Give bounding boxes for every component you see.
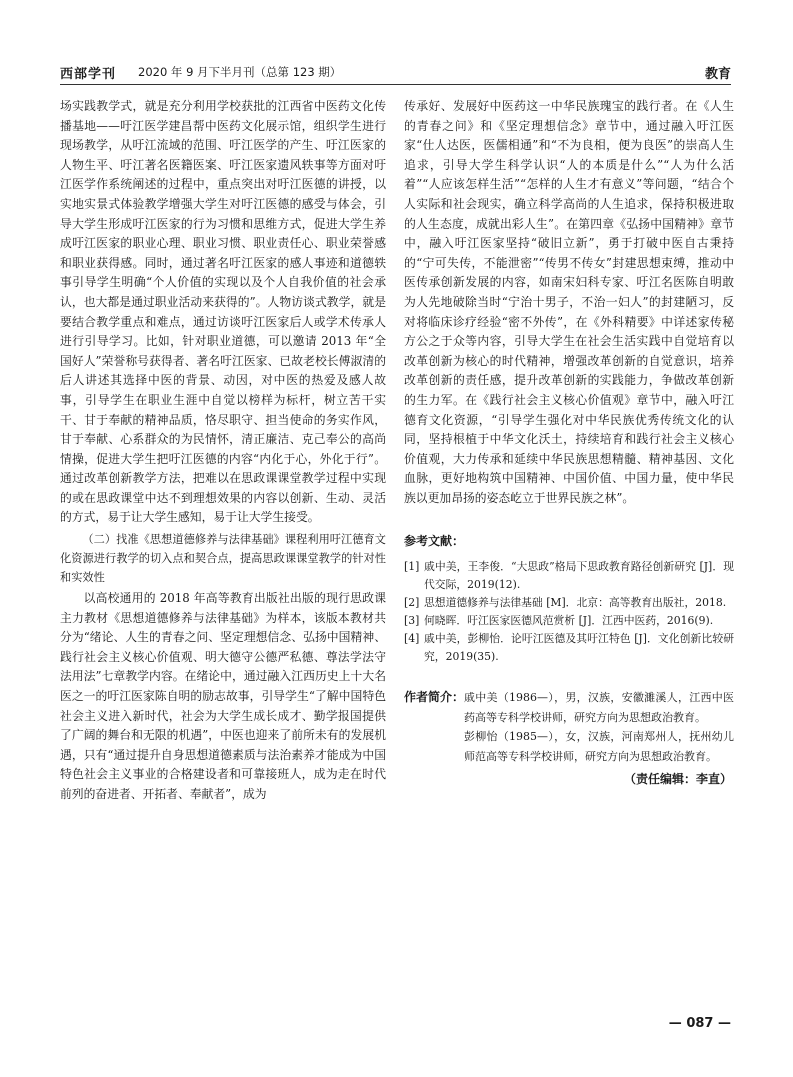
reference-number: [1] xyxy=(404,560,420,574)
reference-number: [4] xyxy=(404,632,420,646)
page-number: — 087 — xyxy=(668,1016,731,1031)
reference-text: 思想道德修养与法律基础 [M]．北京：高等教育出版社，2018. xyxy=(424,596,727,610)
reference-item xyxy=(404,612,734,630)
issue-info: 2020 年 9 月下半月刊（总第 123 期） xyxy=(138,65,342,79)
running-header xyxy=(60,60,731,82)
reference-item xyxy=(404,558,734,594)
reference-text: 戚中美，彭柳怡．论吁江医德及其吁江特色 [J]．文化创新比较研究，2019(35). xyxy=(424,632,734,664)
left-column xyxy=(60,97,386,805)
responsible-editor: （责任编辑：李直） xyxy=(623,772,732,787)
paragraph: 场实践教学式，就是充分利用学校获批的江西省中医药文化传播基地——吁江医学建昌帮中医药文化展示馆，组织学生进行现场教学，从吁江流域的范围、吁江医学的产生、吁江医家的人物生平、吁江著名医籍医案、吁江医家遗风轶事等方面对吁江医学作系统阐述的过程中，重点突出对吁江医德的讲授，以实地实景式体验教学增强大学生对吁江医德的感受与体会，引导大学生形成吁江医家的行为习惯和思维方式，促进大学生养成吁江医家的职业心理、职业习惯、职业责任心、职业荣誉感和职业获得感。同时，通过著名吁江医家的感人事迹和道德轶事引导学生明确“个人价值的实现以及个人自我价值的社会承认，也大都是通过职业活动来获得的”。人物访谈式教学，就是要结合教学重点和难点，通过访谈吁江医家后人或学术传承人进行引导学习。比如，针对职业道德，可以邀请 2013 年“全国好人”荣誉称号获得者、著名吁江医家、已故老校长傅淑清的后人讲述其选择中医的背景、动因，对中医的热爱及感人故事，引导学生在职业生涯中自觉以榜样为标杆，树立苦干实干、甘于奉献的精神品质，恪尽职守、担当使命的务实作风，甘于奉献、心系群众的为民情怀，清正廉洁、克己奉公的高尚情操，促进大学生把吁江医德的内容“内化于心，外化于行”。通过改革创新教学方法，把难以在思政课课堂教学过程中实现的或在思政课堂中达不到理想效果的内容以创新、生动、灵活的方式，易于让大学生感知，易于让大学生接受。 xyxy=(60,99,386,525)
author-info xyxy=(404,688,734,766)
reference-number: [3] xyxy=(404,614,420,628)
header-rule xyxy=(60,84,731,85)
author-bio: 戚中美（1986—），男，汉族，安徽濉溪人，江西中医药高等专科学校讲师，研究方向为思想政治教育。 xyxy=(464,691,734,724)
section-subheading: （二）找准《思想道德修养与法律基础》课程利用吁江德育文化资源进行教学的切入点和契合点，提高思政课课堂教学的针对性和实效性 xyxy=(60,533,386,585)
reference-item xyxy=(404,594,734,612)
author-bios xyxy=(464,688,734,766)
references-title: 参考文献： xyxy=(404,534,465,549)
section-label: 教育 xyxy=(704,67,731,82)
author-label: 作者简介： xyxy=(404,690,465,705)
reference-number: [2] xyxy=(404,596,420,610)
journal-name: 西部学刊 xyxy=(60,67,117,82)
references-list xyxy=(404,558,734,666)
reference-text: 戚中美，王李俊．“大思政”格局下思政教育路径创新研究 [J]．现代交际，2019(12). xyxy=(424,560,734,592)
right-column xyxy=(404,97,734,790)
reference-text: 何晓晖．吁江医家医德风范赏析 [J]．江西中医药，2016(9). xyxy=(424,614,714,628)
author-bio: 彭柳怡（1985—），女，汉族，河南郑州人，抚州幼儿师范高等专科学校讲师，研究方向为思想政治教育。 xyxy=(464,730,734,763)
reference-item xyxy=(404,630,734,666)
paragraph: 传承好、发展好中医药这一中华民族瑰宝的践行者。在《人生的青春之问》和《坚定理想信念》章节中，通过融入吁江医家“仕人达医，医儒相通”和“不为良相，便为良医”的崇高人生追求，引导大学生科学认识“人的本质是什么”“人为什么活着”“人应该怎样生活”“怎样的人生才有意义”等问题，“结合个人实际和社会现实，确立科学高尚的人生追求，保持积极进取的人生态度，成就出彩人生”。在第四章《弘扬中国精神》章节中，融入吁江医家坚持“破旧立新”，勇于打破中医自古秉持的“宁可失传，不能泄密”“传男不传女”封建思想束缚，推动中医传承创新发展的内容，如南宋妇科专家、吁江名医陈自明敢为人先地破除当时“宁治十男子，不治一妇人”的封建陋习，反对将临床诊疗经验“密不外传”，在《外科精要》中详述家传秘方公之于众等内容，引导大学生在社会生活实践中自觉培育以改革创新为核心的时代精神，增强改革创新的自觉意识，培养改革创新的责任感，提升改革创新的实践能力，争做改革创新的生力军。在《践行社会主义核心价值观》章节中，融入吁江德育文化资源，“引导学生强化对中华民族优秀传统文化的认同，坚持根植于中华文化沃土，持续培育和践行社会主义核心价值观，大力传承和延续中华民族思想精髓、精神基因、文化血脉，更好地构筑中国精神、中国价值、中国力量，使中华民族以更加昂扬的姿态屹立于世界民族之林”。 xyxy=(404,99,734,505)
paragraph: 以高校通用的 2018 年高等教育出版社出版的现行思政课主力教材《思想道德修养与法律基础》为样本，该版本教材共分为“绪论、人生的青春之问、坚定理想信念、弘扬中国精神、践行社会主义核心价值观、明大德守公德严私德、尊法学法守法用法”七章教学内容。在绪论中，通过融入江西历史上十大名医之一的吁江医家陈自明的励志故事，引导学生“了解中国特色社会主义进入新时代，社会为大学生成长成才、勤学报国提供了广阔的舞台和无限的机遇”，中医也迎来了前所未有的发展机遇，只有“通过提升自身思想道德素质与法治素养才能成为中国特色社会主义事业的合格建设者和可靠接班人，成为走在时代前列的奋进者、开拓者、奉献者”，成为 xyxy=(60,591,386,801)
